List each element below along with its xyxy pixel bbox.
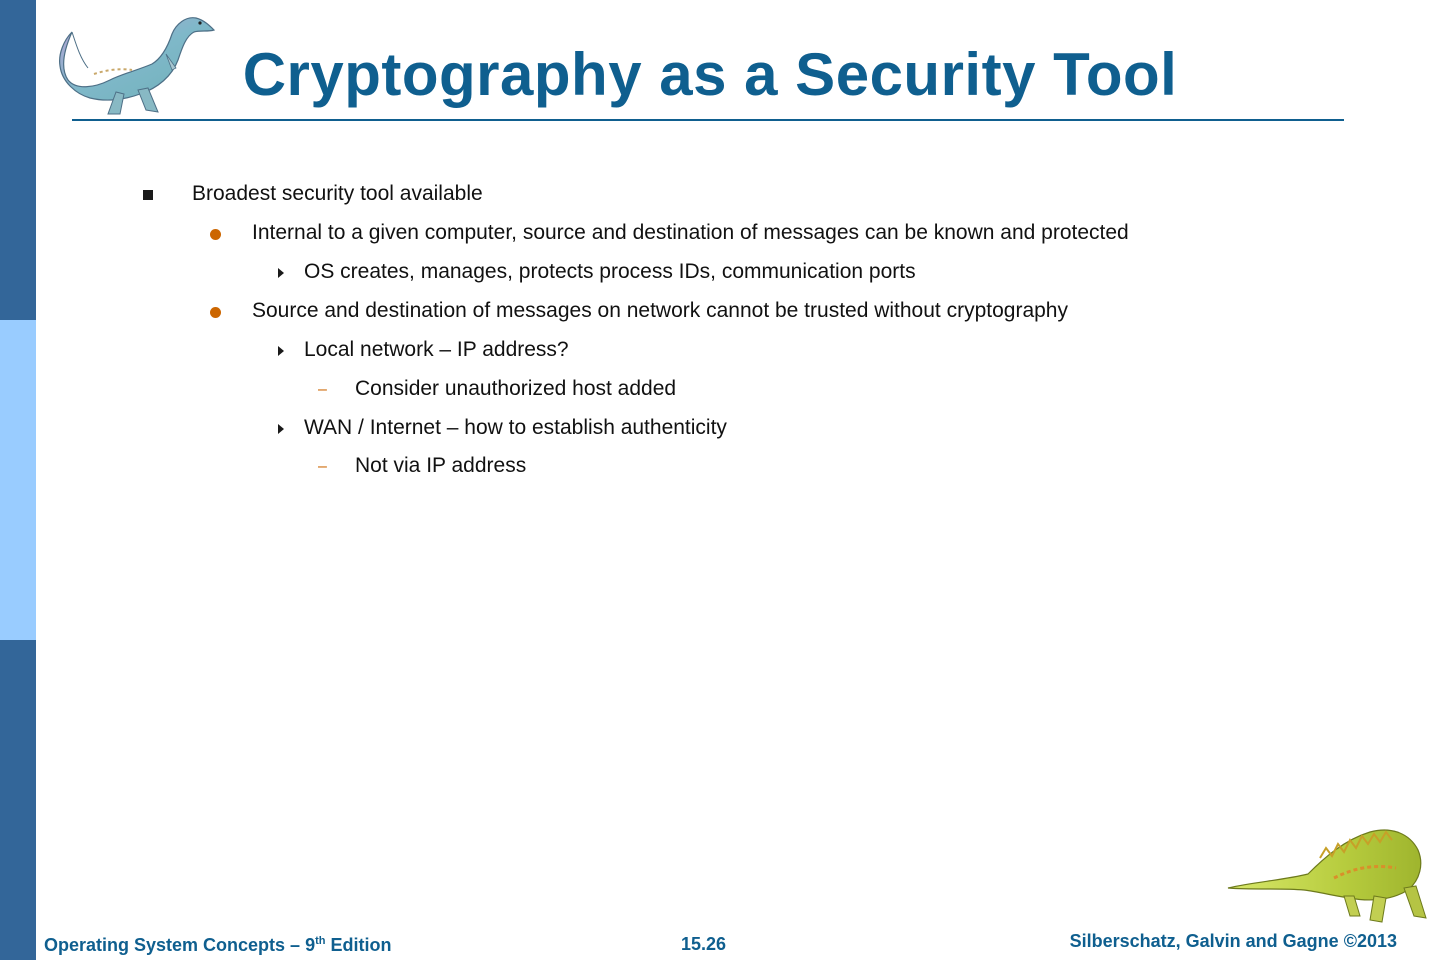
bullet-item: Not via IP address xyxy=(355,454,527,477)
footer-edition-word: Edition xyxy=(325,935,392,955)
bullet-item: Internal to a given computer, source and destination of messages can be known and protected xyxy=(252,221,1129,244)
triangle-bullet-icon xyxy=(278,346,284,356)
bullet-item: Consider unauthorized host added xyxy=(355,377,677,400)
slide-title: Cryptography as a Security Tool xyxy=(242,41,1178,108)
dot-bullet-icon xyxy=(210,307,221,318)
dinosaur-icon xyxy=(1224,818,1430,926)
bullet-item: OS creates, manages, protects process IDs, communication ports xyxy=(304,260,916,283)
footer-authors: Silberschatz, Galvin and Gagne ©2013 xyxy=(1069,931,1397,951)
triangle-bullet-icon xyxy=(278,268,284,278)
dash-bullet-icon: – xyxy=(318,381,327,398)
footer-book-title-text: Operating System Concepts – 9 xyxy=(44,935,316,955)
bullet-item: Broadest security tool available xyxy=(192,182,483,205)
triangle-bullet-icon xyxy=(278,424,284,434)
dot-bullet-icon xyxy=(210,229,221,240)
dash-bullet-icon: – xyxy=(318,458,327,475)
footer-page-number: 15.26 xyxy=(681,934,727,954)
bullet-item: Source and destination of messages on network cannot be trusted without cryptography xyxy=(252,299,1068,322)
bullet-item: WAN / Internet – how to establish authenticity xyxy=(304,416,727,439)
footer-book-title xyxy=(44,935,391,956)
square-bullet-icon xyxy=(143,190,153,200)
footer-edition-superscript: th xyxy=(315,935,326,947)
bullet-item: Local network – IP address? xyxy=(304,338,569,361)
